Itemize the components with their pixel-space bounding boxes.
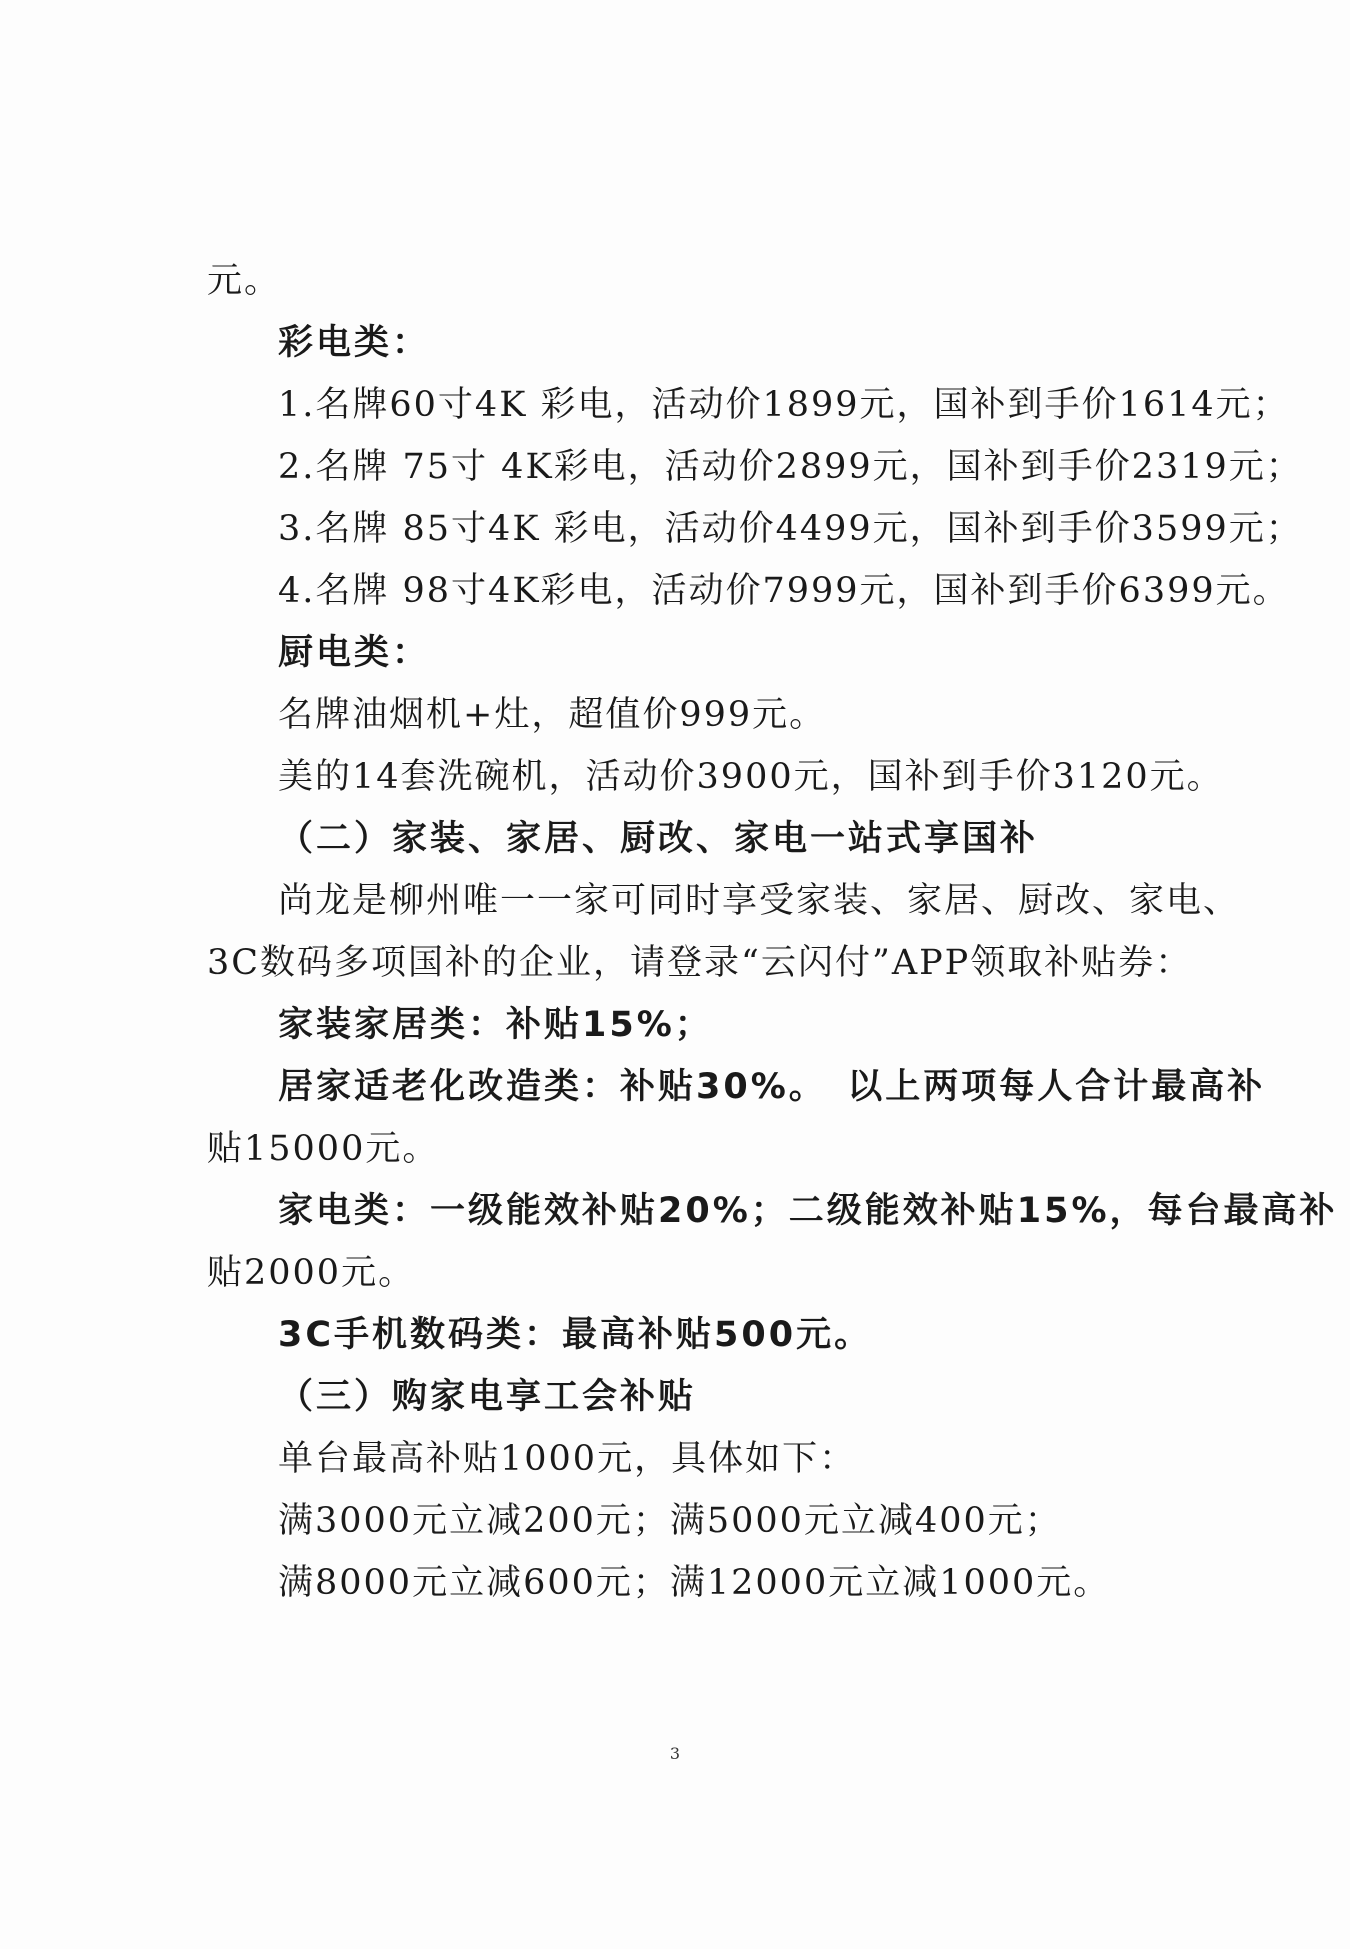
text-line: 尚龙是柳州唯一一家可同时享受家装、家居、厨改、家电、: [278, 881, 1241, 921]
text-line-home-decor: 家装家居类：补贴15%；: [278, 1005, 713, 1045]
text-line: 3C数码多项国补的企业，请登录“云闪付”APP领取补贴券：: [207, 943, 1193, 983]
text-line: 名牌油烟机+灶，超值价999元。: [278, 695, 827, 735]
section-heading-kitchen: 厨电类：: [278, 633, 431, 673]
text-line: 满8000元立减600元；满12000元立减1000元。: [278, 1563, 1111, 1603]
text-line: 3.名牌 85寸4K 彩电，活动价4499元，国补到手价3599元；: [278, 509, 1303, 549]
page-number: 3: [669, 1744, 681, 1763]
text-line: 1.名牌60寸4K 彩电，活动价1899元，国补到手价1614元；: [278, 385, 1290, 425]
text-line: 美的14套洗碗机，活动价3900元，国补到手价3120元。: [278, 757, 1224, 797]
text-line-appliances: 家电类：一级能效补贴20%；二级能效补贴15%，每台最高补: [278, 1191, 1338, 1231]
text-line: 满3000元立减200元；满5000元立减400元；: [278, 1501, 1062, 1541]
section-heading-color-tv: 彩电类：: [278, 323, 431, 363]
text-line: 贴2000元。: [207, 1253, 416, 1293]
text-line: 2.名牌 75寸 4K彩电，活动价2899元，国补到手价2319元；: [278, 447, 1303, 487]
text-line-3c: 3C手机数码类：最高补贴500元。: [278, 1315, 873, 1355]
text-line: 单台最高补贴1000元，具体如下：: [278, 1439, 857, 1479]
text-line: 元。: [207, 261, 282, 301]
text-line: 4.名牌 98寸4K彩电，活动价7999元，国补到手价6399元。: [278, 571, 1290, 611]
section-heading-2: （二）家装、家居、厨改、家电一站式享国补: [278, 819, 1039, 859]
section-heading-3: （三）购家电享工会补贴: [278, 1377, 697, 1417]
text-line-elderly: 居家适老化改造类：补贴30%。 以上两项每人合计最高补: [278, 1067, 1266, 1107]
text-line: 贴15000元。: [207, 1129, 440, 1169]
